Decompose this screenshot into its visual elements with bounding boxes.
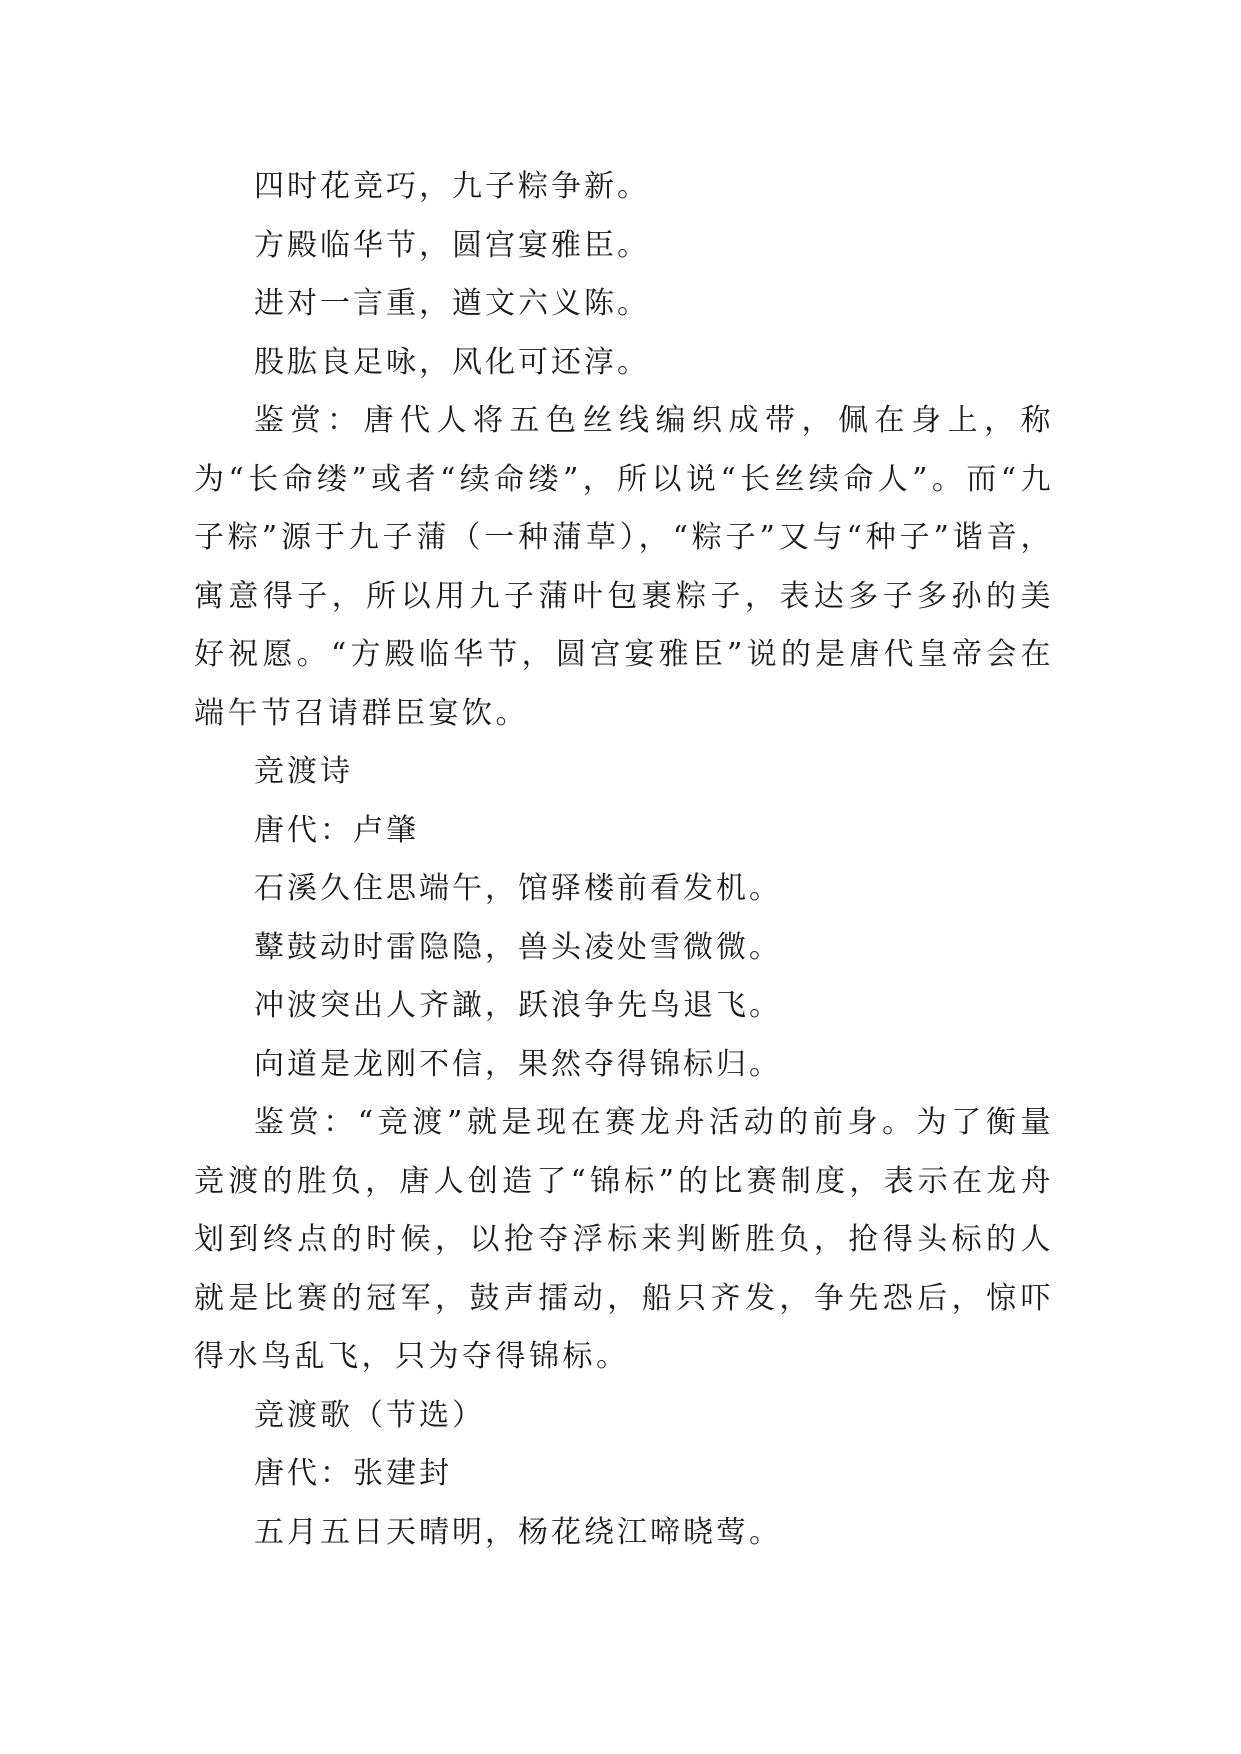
poem-line: 方殿临华节，圆宫宴雅臣。 xyxy=(254,227,650,263)
poem-line: 向道是龙刚不信，果然夺得锦标归。 xyxy=(254,1046,782,1082)
poem-line: 冲波突出人齐譀，跃浪争先鸟退飞。 xyxy=(254,988,782,1023)
poem-title: 竞渡诗 xyxy=(254,754,353,789)
poem-line: 鼙鼓动时雷隐隐，兽头凌处雪微微。 xyxy=(254,929,782,965)
poem-author: 唐代：张建封 xyxy=(254,1456,452,1491)
document-body xyxy=(194,158,1054,1562)
poem-line: 五月五日天晴明，杨花绕江啼晓莺。 xyxy=(254,1514,782,1550)
poem-line: 进对一言重，遒文六义陈。 xyxy=(254,286,650,321)
poem-title: 竞渡歌（节选） xyxy=(254,1397,485,1433)
poem-line: 四时花竞巧，九子粽争新。 xyxy=(254,169,650,204)
poem-line: 石溪久住思端午，馆驿楼前看发机。 xyxy=(254,871,782,906)
appreciation-paragraph: 鉴赏：唐代人将五色丝线编织成带，佩在身上，称为“长命缕”或者“续命缕”，所以说“长丝续命人”。而“九子粽”源于九子蒲（一种蒲草），“粽子”又与“种子”谐音，寓意得子，所以用九子蒲叶包裹粽子，表达多子多孙的美好祝愿。“方殿临华节，圆宫宴雅臣”说的是唐代皇帝会在端午节召请群臣宴饮。 xyxy=(194,403,1054,731)
appreciation-paragraph: 鉴赏：“竞渡”就是现在赛龙舟活动的前身。为了衡量竞渡的胜负，唐人创造了“锦标”的比赛制度，表示在龙舟划到终点的时候，以抢夺浮标来判断胜负，抢得头标的人就是比赛的冠军，鼓声擂动，船只齐发，争先恐后，惊吓得水鸟乱飞，只为夺得锦标。 xyxy=(194,1105,1054,1374)
poem-author: 唐代：卢肇 xyxy=(254,812,419,848)
poem-line: 股肱良足咏，风化可还淳。 xyxy=(254,344,650,380)
